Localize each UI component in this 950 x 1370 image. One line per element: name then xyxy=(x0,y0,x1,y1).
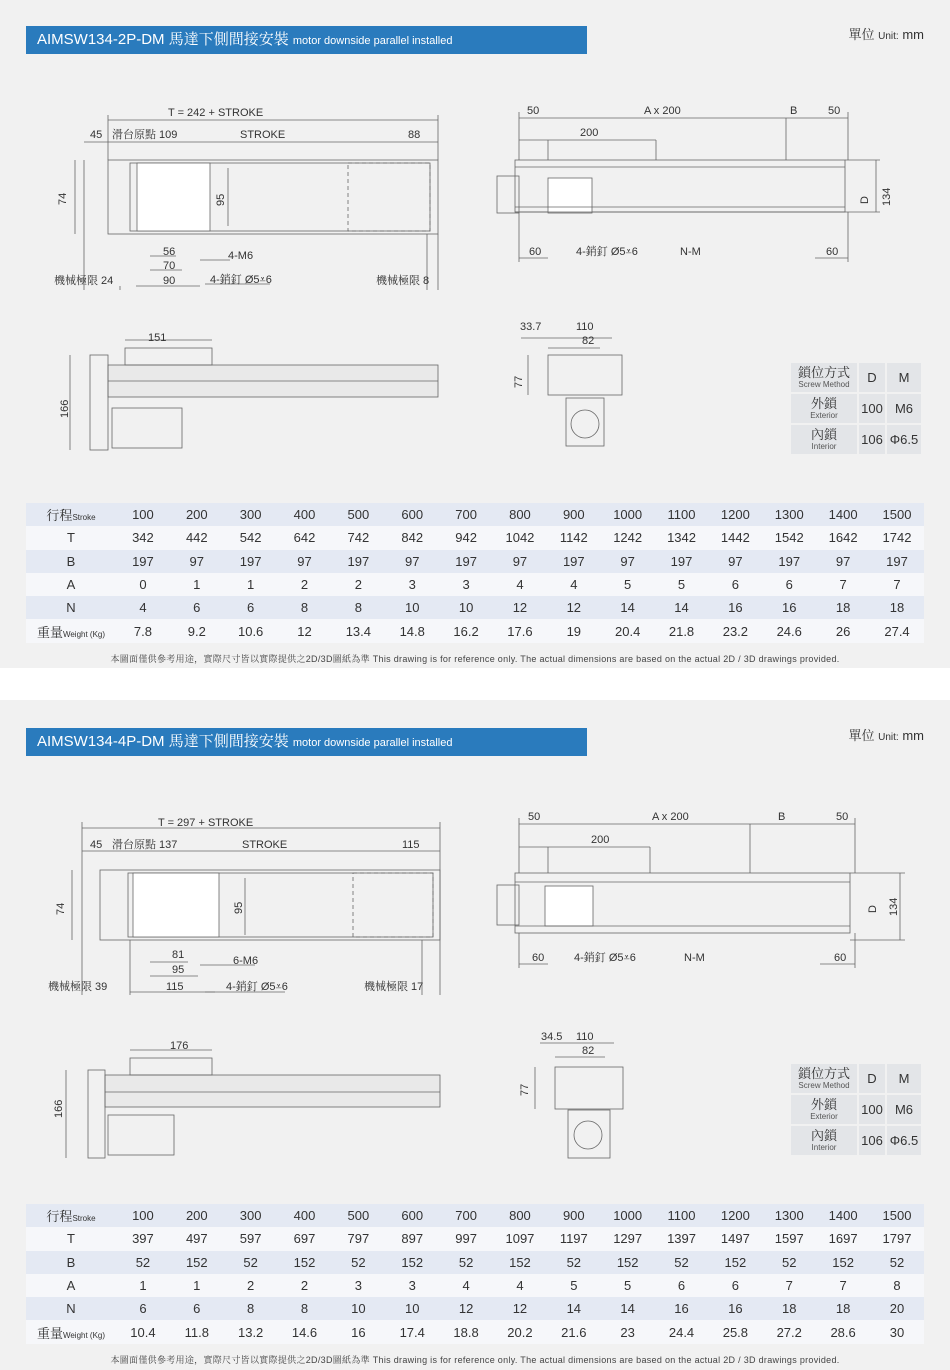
dim-T: T = 242 + STROKE xyxy=(168,107,264,119)
spec-cell: 197 xyxy=(331,550,385,573)
spec-cell: 97 xyxy=(170,550,224,573)
spec-row xyxy=(26,1204,924,1227)
spec-row-label: 重量Weight (Kg) xyxy=(26,619,116,642)
spec-cell: 7 xyxy=(816,573,870,596)
spec-cell: 1 xyxy=(170,1274,224,1297)
spec-cell: 21.6 xyxy=(547,1320,601,1343)
spec-cell: 442 xyxy=(170,526,224,549)
spec-cell: 1 xyxy=(116,1274,170,1297)
dim-rB: B xyxy=(778,811,786,823)
spec-cell: 6 xyxy=(170,596,224,619)
spec-cell: 642 xyxy=(278,526,332,549)
spec-cell: 6 xyxy=(762,573,816,596)
spec-cell: 7.8 xyxy=(116,619,170,642)
dim-rD: D xyxy=(859,196,871,204)
spec-cell: 3 xyxy=(385,573,439,596)
spec-cell: 24.6 xyxy=(762,619,816,642)
dim-e337: 33.7 xyxy=(520,321,542,333)
spec-cell: 10.6 xyxy=(224,619,278,642)
spec-cell: 397 xyxy=(116,1227,170,1250)
spec-cell: 1497 xyxy=(708,1227,762,1250)
spec-cell: 1000 xyxy=(601,503,655,526)
spec-cell: 19 xyxy=(547,619,601,642)
dim-r60a: 60 xyxy=(532,952,545,964)
dim-s166: 166 xyxy=(59,399,71,418)
spec-cell: 52 xyxy=(331,1251,385,1274)
spec-cell: 18 xyxy=(762,1297,816,1320)
spec-cell: 12 xyxy=(493,1297,547,1320)
dim-r50b: 50 xyxy=(836,811,849,823)
spec-cell: 542 xyxy=(224,526,278,549)
spec-cell: 14 xyxy=(547,1297,601,1320)
spec-cell: 300 xyxy=(224,1204,278,1227)
spec-cell: 1342 xyxy=(655,526,709,549)
spec-cell: 942 xyxy=(439,526,493,549)
spec-cell: 152 xyxy=(170,1251,224,1274)
spec-cell: 842 xyxy=(385,526,439,549)
reference-note: 本圖面僅供參考用途，實際尺寸皆以實際提供之2D/3D圖紙為準 This drawing is for reference only. The actual dimensions are based on the actual 2D / 3D drawings provided. xyxy=(110,1355,840,1365)
dim-95: 95 xyxy=(215,193,227,206)
spec-row-label: B xyxy=(26,1251,116,1274)
dim-rD: D xyxy=(867,905,879,913)
dim-r60b: 60 xyxy=(826,246,839,258)
spec-cell: 52 xyxy=(655,1251,709,1274)
dim-pin: 4-銷釘 Ø5⩡6 xyxy=(210,274,272,286)
spec-cell: 1197 xyxy=(547,1227,601,1250)
spec-row xyxy=(26,526,924,549)
spec-cell: 14 xyxy=(601,1297,655,1320)
spec-cell: 52 xyxy=(870,1251,924,1274)
spec-cell: 16 xyxy=(655,1297,709,1320)
spec-row-label: T xyxy=(26,526,116,549)
dim-lim2: 機械極限 17 xyxy=(364,981,424,993)
spec-cell: 400 xyxy=(278,1204,332,1227)
dim-r50a: 50 xyxy=(527,105,540,117)
dim-r50a: 50 xyxy=(528,811,541,823)
screw-method-table: 鎖位方式 Screw Method D M 外鎖 Exterior 100 M6 內鎖 Interior 106 Φ6.5 xyxy=(789,1062,923,1157)
spec-cell: 12 xyxy=(439,1297,493,1320)
spec-cell: 4 xyxy=(439,1274,493,1297)
spec-cell: 3 xyxy=(385,1274,439,1297)
spec-cell: 197 xyxy=(116,550,170,573)
spec-cell: 800 xyxy=(493,503,547,526)
dim-e82: 82 xyxy=(582,335,595,347)
spec-cell: 97 xyxy=(278,550,332,573)
spec-cell: 152 xyxy=(385,1251,439,1274)
dim-95: 95 xyxy=(233,901,245,914)
spec-cell: 13.4 xyxy=(331,619,385,642)
spec-cell: 152 xyxy=(708,1251,762,1274)
spec-cell: 18 xyxy=(870,596,924,619)
screw-method-table: 鎖位方式 Screw Method D M 外鎖 Exterior 100 M6 內鎖 Interior 106 Φ6.5 xyxy=(789,361,923,456)
spec-cell: 7 xyxy=(762,1274,816,1297)
dim-r60a: 60 xyxy=(529,246,542,258)
spec-cell: 800 xyxy=(493,1204,547,1227)
dim-e110: 110 xyxy=(576,321,594,333)
spec-cell: 5 xyxy=(547,1274,601,1297)
spec-cell: 7 xyxy=(870,573,924,596)
dim-e337: 34.5 xyxy=(541,1031,563,1043)
spec-row-label: N xyxy=(26,1297,116,1320)
dim-stroke: STROKE xyxy=(240,129,286,141)
spec-cell: 20.2 xyxy=(493,1320,547,1343)
section-title: AIMSW134-2P-DM 馬達下側間接安裝 motor downside parallel installed xyxy=(26,26,587,54)
spec-cell: 4 xyxy=(547,573,601,596)
dim-r200: 200 xyxy=(591,834,610,846)
spec-cell: 10 xyxy=(439,596,493,619)
dim-56: 56 xyxy=(163,246,176,258)
spec-cell: 97 xyxy=(708,550,762,573)
spec-cell: 17.6 xyxy=(493,619,547,642)
dim-pin: 4-銷釘 Ø5⩡6 xyxy=(226,981,288,993)
spec-cell: 25.8 xyxy=(708,1320,762,1343)
spec-row xyxy=(26,1320,924,1343)
spec-row xyxy=(26,619,924,642)
spec-cell: 4 xyxy=(116,596,170,619)
spec-cell: 700 xyxy=(439,1204,493,1227)
spec-cell: 197 xyxy=(655,550,709,573)
spec-cell: 10 xyxy=(331,1297,385,1320)
spec-cell: 52 xyxy=(224,1251,278,1274)
dim-e110: 110 xyxy=(576,1031,594,1043)
spec-cell: 52 xyxy=(116,1251,170,1274)
spec-cell: 1500 xyxy=(870,503,924,526)
spec-cell: 24.4 xyxy=(655,1320,709,1343)
spec-cell: 14.8 xyxy=(385,619,439,642)
spec-cell: 152 xyxy=(493,1251,547,1274)
spec-cell: 97 xyxy=(816,550,870,573)
dim-s166: 166 xyxy=(53,1099,65,1118)
spec-cell: 23.2 xyxy=(708,619,762,642)
spec-cell: 14 xyxy=(655,596,709,619)
spec-cell: 1397 xyxy=(655,1227,709,1250)
spec-cell: 500 xyxy=(331,1204,385,1227)
dim-rA: A x 200 xyxy=(644,105,681,117)
spec-cell: 16.2 xyxy=(439,619,493,642)
dim-rpin: 4-銷釘 Ø5⩡6 xyxy=(576,246,638,258)
reference-note: 本圖面僅供參考用途，實際尺寸皆以實際提供之2D/3D圖紙為準 This drawing is for reference only. The actual dimensions are based on the actual 2D / 3D drawings provided. xyxy=(110,654,840,664)
spec-cell: 600 xyxy=(385,1204,439,1227)
spec-cell: 500 xyxy=(331,503,385,526)
dim-45: 45 xyxy=(90,129,103,141)
spec-cell: 2 xyxy=(331,573,385,596)
section-title: AIMSW134-4P-DM 馬達下側間接安裝 motor downside parallel installed xyxy=(26,728,587,756)
spec-cell: 21.8 xyxy=(655,619,709,642)
spec-cell: 1597 xyxy=(762,1227,816,1250)
spec-cell: 1300 xyxy=(762,1204,816,1227)
spec-cell: 6 xyxy=(116,1297,170,1320)
spec-cell: 597 xyxy=(224,1227,278,1250)
spec-cell: 12 xyxy=(278,619,332,642)
dim-m: 6-M6 xyxy=(233,955,259,967)
spec-cell: 797 xyxy=(331,1227,385,1250)
spec-cell: 1200 xyxy=(708,1204,762,1227)
spec-table xyxy=(26,1204,924,1344)
spec-cell: 3 xyxy=(331,1274,385,1297)
spec-cell: 197 xyxy=(439,550,493,573)
spec-cell: 16 xyxy=(331,1320,385,1343)
spec-cell: 97 xyxy=(385,550,439,573)
spec-cell: 7 xyxy=(816,1274,870,1297)
dim-rB: B xyxy=(790,105,798,117)
spec-cell: 1097 xyxy=(493,1227,547,1250)
spec-cell: 8 xyxy=(278,596,332,619)
dim-88: 115 xyxy=(402,839,420,851)
spec-cell: 5 xyxy=(601,1274,655,1297)
spec-cell: 1400 xyxy=(816,1204,870,1227)
spec-cell: 200 xyxy=(170,1204,224,1227)
spec-cell: 14.6 xyxy=(278,1320,332,1343)
spec-cell: 2 xyxy=(278,1274,332,1297)
spec-cell: 18 xyxy=(816,1297,870,1320)
spec-cell: 2 xyxy=(278,573,332,596)
dim-70: 95 xyxy=(172,964,185,976)
spec-cell: 1697 xyxy=(816,1227,870,1250)
spec-cell: 152 xyxy=(278,1251,332,1274)
spec-cell: 897 xyxy=(385,1227,439,1250)
spec-row xyxy=(26,1227,924,1250)
dim-rNM: N-M xyxy=(680,246,701,258)
spec-cell: 1000 xyxy=(601,1204,655,1227)
spec-cell: 1100 xyxy=(655,1204,709,1227)
dim-56: 81 xyxy=(172,949,185,961)
dim-stroke: STROKE xyxy=(242,839,288,851)
dim-rpin: 4-銷釘 Ø5⩡6 xyxy=(574,952,636,964)
spec-cell: 1100 xyxy=(655,503,709,526)
dim-r200: 200 xyxy=(580,127,599,139)
spec-cell: 27.4 xyxy=(870,619,924,642)
spec-row-label: N xyxy=(26,596,116,619)
spec-cell: 13.2 xyxy=(224,1320,278,1343)
dim-74: 74 xyxy=(57,192,69,205)
spec-row-label: A xyxy=(26,1274,116,1297)
spec-row xyxy=(26,596,924,619)
dim-lim1: 機械極限 24 xyxy=(54,275,114,287)
spec-row xyxy=(26,550,924,573)
spec-row xyxy=(26,503,924,526)
spec-cell: 5 xyxy=(655,573,709,596)
spec-row xyxy=(26,1297,924,1320)
spec-cell: 30 xyxy=(870,1320,924,1343)
spec-cell: 10 xyxy=(385,596,439,619)
spec-cell: 1 xyxy=(170,573,224,596)
spec-cell: 1142 xyxy=(547,526,601,549)
spec-cell: 1 xyxy=(224,573,278,596)
spec-cell: 52 xyxy=(547,1251,601,1274)
spec-cell: 0 xyxy=(116,573,170,596)
spec-cell: 9.2 xyxy=(170,619,224,642)
spec-cell: 52 xyxy=(439,1251,493,1274)
dim-e77: 77 xyxy=(513,375,525,388)
spec-cell: 6 xyxy=(224,596,278,619)
dim-s151: 176 xyxy=(170,1040,189,1052)
dim-r60b: 60 xyxy=(834,952,847,964)
dim-rA: A x 200 xyxy=(652,811,689,823)
dim-lim1: 機械極限 39 xyxy=(48,981,108,993)
spec-cell: 600 xyxy=(385,503,439,526)
spec-cell: 497 xyxy=(170,1227,224,1250)
spec-cell: 6 xyxy=(655,1274,709,1297)
spec-cell: 18 xyxy=(816,596,870,619)
spec-row-label: T xyxy=(26,1227,116,1250)
spec-cell: 1542 xyxy=(762,526,816,549)
spec-row xyxy=(26,1251,924,1274)
section-2 xyxy=(0,700,950,1370)
spec-cell: 6 xyxy=(708,1274,762,1297)
spec-cell: 400 xyxy=(278,503,332,526)
spec-cell: 1242 xyxy=(601,526,655,549)
spec-cell: 8 xyxy=(278,1297,332,1320)
spec-cell: 26 xyxy=(816,619,870,642)
spec-cell: 97 xyxy=(493,550,547,573)
dim-88: 88 xyxy=(408,129,421,141)
spec-cell: 18.8 xyxy=(439,1320,493,1343)
spec-cell: 152 xyxy=(601,1251,655,1274)
spec-cell: 6 xyxy=(708,573,762,596)
spec-cell: 1042 xyxy=(493,526,547,549)
spec-row xyxy=(26,573,924,596)
spec-cell: 23 xyxy=(601,1320,655,1343)
spec-cell: 300 xyxy=(224,503,278,526)
spec-cell: 1797 xyxy=(870,1227,924,1250)
spec-row-label: A xyxy=(26,573,116,596)
spec-cell: 1500 xyxy=(870,1204,924,1227)
dim-45: 45 xyxy=(90,839,103,851)
spec-cell: 52 xyxy=(762,1251,816,1274)
spec-cell: 200 xyxy=(170,503,224,526)
spec-cell: 8 xyxy=(331,596,385,619)
spec-cell: 100 xyxy=(116,1204,170,1227)
spec-cell: 697 xyxy=(278,1227,332,1250)
spec-cell: 1742 xyxy=(870,526,924,549)
spec-cell: 1200 xyxy=(708,503,762,526)
spec-cell: 10.4 xyxy=(116,1320,170,1343)
dim-e77: 77 xyxy=(519,1083,531,1096)
dim-lim2: 機械極限 8 xyxy=(376,275,430,287)
spec-cell: 1400 xyxy=(816,503,870,526)
spec-cell: 4 xyxy=(493,1274,547,1297)
spec-cell: 6 xyxy=(170,1297,224,1320)
spec-cell: 8 xyxy=(870,1274,924,1297)
spec-cell: 16 xyxy=(762,596,816,619)
spec-row-label: B xyxy=(26,550,116,573)
spec-cell: 197 xyxy=(547,550,601,573)
dim-r134: 134 xyxy=(888,897,900,916)
spec-cell: 700 xyxy=(439,503,493,526)
dim-90: 90 xyxy=(163,275,176,287)
spec-table xyxy=(26,503,924,643)
spec-cell: 17.4 xyxy=(385,1320,439,1343)
dim-r134: 134 xyxy=(881,187,893,206)
spec-cell: 197 xyxy=(870,550,924,573)
dim-e82: 82 xyxy=(582,1045,595,1057)
spec-cell: 1442 xyxy=(708,526,762,549)
spec-cell: 12 xyxy=(493,596,547,619)
spec-cell: 152 xyxy=(816,1251,870,1274)
unit-label: 單位 Unit: mm xyxy=(848,728,924,743)
spec-cell: 900 xyxy=(547,1204,601,1227)
spec-cell: 5 xyxy=(601,573,655,596)
spec-cell: 28.6 xyxy=(816,1320,870,1343)
dim-rNM: N-M xyxy=(684,952,705,964)
spec-cell: 20.4 xyxy=(601,619,655,642)
spec-cell: 2 xyxy=(224,1274,278,1297)
spec-cell: 27.2 xyxy=(762,1320,816,1343)
spec-cell: 1297 xyxy=(601,1227,655,1250)
spec-cell: 14 xyxy=(601,596,655,619)
spec-cell: 342 xyxy=(116,526,170,549)
spec-cell: 997 xyxy=(439,1227,493,1250)
dim-origin: 滑台原點 137 xyxy=(112,839,178,851)
spec-cell: 11.8 xyxy=(170,1320,224,1343)
spec-cell: 197 xyxy=(224,550,278,573)
spec-cell: 1300 xyxy=(762,503,816,526)
spec-cell: 197 xyxy=(762,550,816,573)
dim-90: 115 xyxy=(166,981,184,993)
spec-cell: 16 xyxy=(708,1297,762,1320)
spec-cell: 12 xyxy=(547,596,601,619)
spec-cell: 20 xyxy=(870,1297,924,1320)
spec-cell: 742 xyxy=(331,526,385,549)
dim-m: 4-M6 xyxy=(228,250,254,262)
spec-row-label: 重量Weight (Kg) xyxy=(26,1320,116,1343)
spec-cell: 8 xyxy=(224,1297,278,1320)
spec-cell: 16 xyxy=(708,596,762,619)
dim-T: T = 297 + STROKE xyxy=(158,817,254,829)
spec-cell: 1642 xyxy=(816,526,870,549)
dim-70: 70 xyxy=(163,260,176,272)
spec-row-label: 行程Stroke xyxy=(26,1204,116,1227)
spec-cell: 10 xyxy=(385,1297,439,1320)
dim-74: 74 xyxy=(55,902,67,915)
spec-row xyxy=(26,1274,924,1297)
dim-r50b: 50 xyxy=(828,105,841,117)
spec-row-label: 行程Stroke xyxy=(26,503,116,526)
spec-cell: 3 xyxy=(439,573,493,596)
spec-cell: 97 xyxy=(601,550,655,573)
spec-cell: 900 xyxy=(547,503,601,526)
unit-label: 單位 Unit: mm xyxy=(848,27,924,42)
spec-cell: 100 xyxy=(116,503,170,526)
dim-s151: 151 xyxy=(148,332,167,344)
section-1 xyxy=(0,0,950,668)
dim-origin: 滑台原點 109 xyxy=(112,129,178,141)
spec-cell: 4 xyxy=(493,573,547,596)
